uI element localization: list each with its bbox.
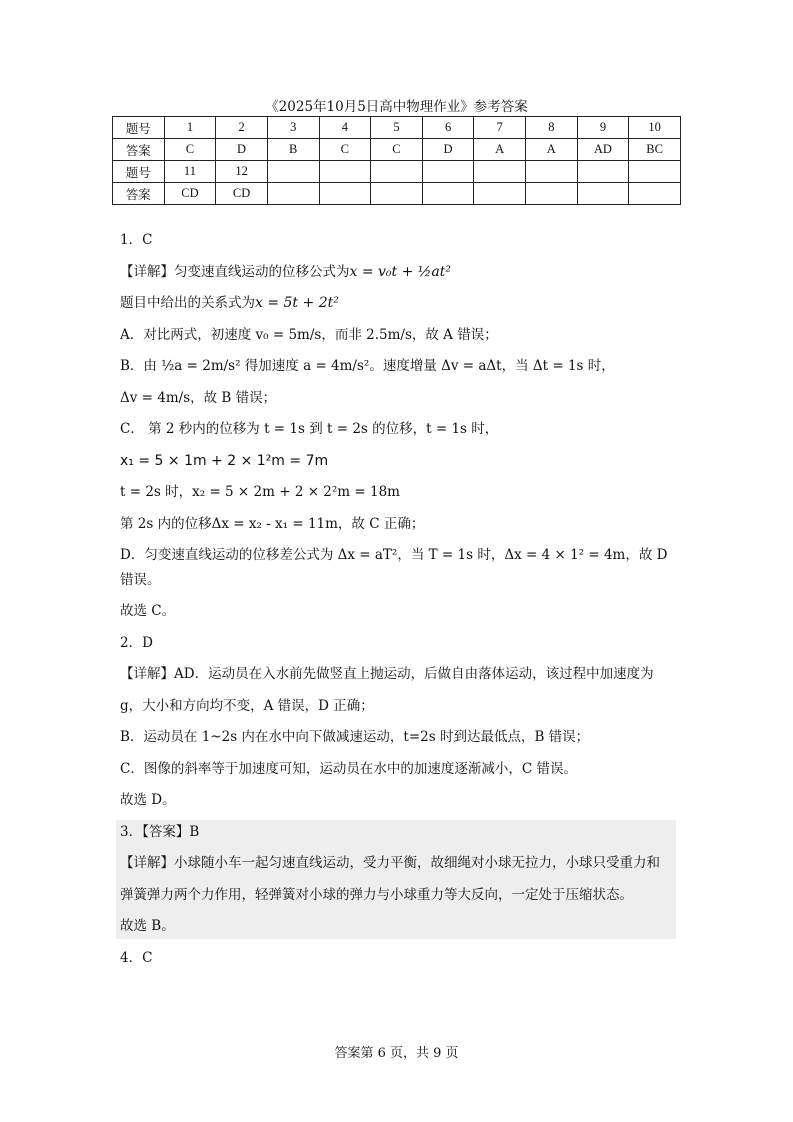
q1-explanation-line: 第 2s 内的位移Δx = x₂ - x₁ = 11m，故 C 正确； bbox=[120, 515, 425, 532]
table-cell: C bbox=[164, 139, 216, 161]
table-cell bbox=[577, 183, 629, 205]
table-cell: 12 bbox=[216, 161, 268, 183]
table-cell: B bbox=[267, 139, 319, 161]
row-label: 答案 bbox=[113, 139, 165, 161]
table-cell bbox=[422, 183, 474, 205]
table-cell bbox=[422, 161, 474, 183]
table-cell: 6 bbox=[422, 117, 474, 139]
q1-text: 题目中给出的关系式为 bbox=[120, 295, 255, 311]
row-label: 题号 bbox=[113, 161, 165, 183]
q1-text: 【详解】匀变速直线运动的位移公式为 bbox=[120, 263, 350, 280]
table-cell: 5 bbox=[371, 117, 423, 139]
table-cell: 7 bbox=[474, 117, 526, 139]
table-cell: D bbox=[216, 139, 268, 161]
q1-explanation-line: C． 第 2 秒内的位移为 t = 1s 到 t = 2s 的位移，t = 1s 时， bbox=[120, 421, 499, 437]
table-cell: AD bbox=[577, 139, 629, 161]
q2-conclusion: 故选 D。 bbox=[120, 792, 176, 808]
row-label: 题号 bbox=[113, 117, 165, 139]
table-cell: 1 bbox=[164, 117, 216, 139]
question-3-heading: 3．【答案】B bbox=[120, 823, 200, 840]
q2-explanation-line: B．运动员在 1~2s 内在水中向下做减速运动，t=2s 时到达最低点，B 错误； bbox=[120, 729, 590, 745]
table-row bbox=[113, 139, 681, 161]
q3-explanation-line: 弹簧弹力两个力作用，轻弹簧对小球的弹力与小球重力等大反向，一定处于压缩状态。 bbox=[120, 886, 633, 903]
q1-explanation-line: t = 2s 时，x₂ = 5 × 2m + 2 × 2²m = 18m bbox=[120, 484, 400, 500]
q3-explanation-line: 【详解】小球随小车一起匀速直线运动，受力平衡，故细绳对小球无拉力，小球只受重力和 bbox=[120, 855, 660, 871]
table-cell bbox=[267, 161, 319, 183]
table-cell bbox=[267, 183, 319, 205]
page-footer: 答案第 6 页，共 9 页 bbox=[334, 1046, 459, 1061]
q2-explanation-line: g，大小和方向均不变，A 错误，D 正确； bbox=[120, 697, 374, 714]
question-1-heading: 1．C bbox=[120, 232, 153, 248]
table-row bbox=[113, 117, 681, 139]
question-4-heading: 4．C bbox=[120, 949, 153, 966]
table-cell bbox=[371, 183, 423, 205]
table-cell: 4 bbox=[319, 117, 371, 139]
table-cell: 10 bbox=[629, 117, 681, 139]
table-cell: CD bbox=[164, 183, 216, 205]
q1-explanation-line: Δv = 4m/s，故 B 错误； bbox=[120, 389, 277, 406]
formula: x = 5t + 2t² bbox=[255, 295, 339, 311]
table-cell bbox=[319, 161, 371, 183]
q2-explanation-line: 【详解】AD．运动员在入水前先做竖直上抛运动，后做自由落体运动，该过程中加速度为 bbox=[120, 666, 654, 682]
table-cell: D bbox=[422, 139, 474, 161]
q2-explanation-line: C．图像的斜率等于加速度可知，运动员在水中的加速度逐渐减小，C 错误。 bbox=[120, 760, 577, 777]
table-cell: A bbox=[526, 139, 578, 161]
question-2-heading: 2．D bbox=[120, 634, 153, 651]
formula: x = v₀t + ½at² bbox=[349, 263, 451, 280]
table-cell: CD bbox=[216, 183, 268, 205]
table-cell bbox=[474, 183, 526, 205]
table-cell bbox=[526, 161, 578, 183]
q1-formula-line: x₁ = 5 × 1m + 2 × 1²m = 7m bbox=[120, 452, 329, 469]
table-cell bbox=[319, 183, 371, 205]
table-cell: 8 bbox=[526, 117, 578, 139]
q1-explanation-line: 错误。 bbox=[120, 571, 161, 588]
q1-explanation-line bbox=[120, 260, 680, 285]
table-cell bbox=[526, 183, 578, 205]
table-row bbox=[113, 161, 681, 183]
q3-highlight-block bbox=[116, 820, 676, 939]
table-cell: 3 bbox=[267, 117, 319, 139]
table-row bbox=[113, 183, 681, 205]
table-cell bbox=[371, 161, 423, 183]
table-cell: A bbox=[474, 139, 526, 161]
row-label: 答案 bbox=[113, 183, 165, 205]
q1-explanation-line: A．对比两式，初速度 v₀ = 5m/s，而非 2.5m/s，故 A 错误； bbox=[120, 326, 498, 343]
q1-explanation-line: D．匀变速直线运动的位移差公式为 Δx = aT²，当 T = 1s 时，Δx = 4 × 1² = 4m，故 D bbox=[120, 547, 668, 563]
q1-conclusion: 故选 C。 bbox=[120, 603, 176, 619]
table-cell bbox=[629, 183, 681, 205]
table-cell bbox=[577, 161, 629, 183]
answer-table bbox=[112, 116, 681, 205]
q1-explanation-line bbox=[120, 291, 680, 316]
table-cell bbox=[474, 161, 526, 183]
table-cell: C bbox=[371, 139, 423, 161]
table-cell: 2 bbox=[216, 117, 268, 139]
q3-conclusion: 故选 B。 bbox=[120, 918, 175, 934]
table-cell bbox=[629, 161, 681, 183]
table-cell: BC bbox=[629, 139, 681, 161]
table-cell: 9 bbox=[577, 117, 629, 139]
page-title: 《2025年10月5日高中物理作业》参考答案 bbox=[265, 99, 528, 115]
answer-body bbox=[120, 228, 680, 970]
table-cell: C bbox=[319, 139, 371, 161]
table-cell: 11 bbox=[164, 161, 216, 183]
q1-explanation-line: B．由 ½a = 2m/s² 得加速度 a = 4m/s²。速度增量 Δv = aΔt，当 Δt = 1s 时， bbox=[120, 358, 615, 374]
